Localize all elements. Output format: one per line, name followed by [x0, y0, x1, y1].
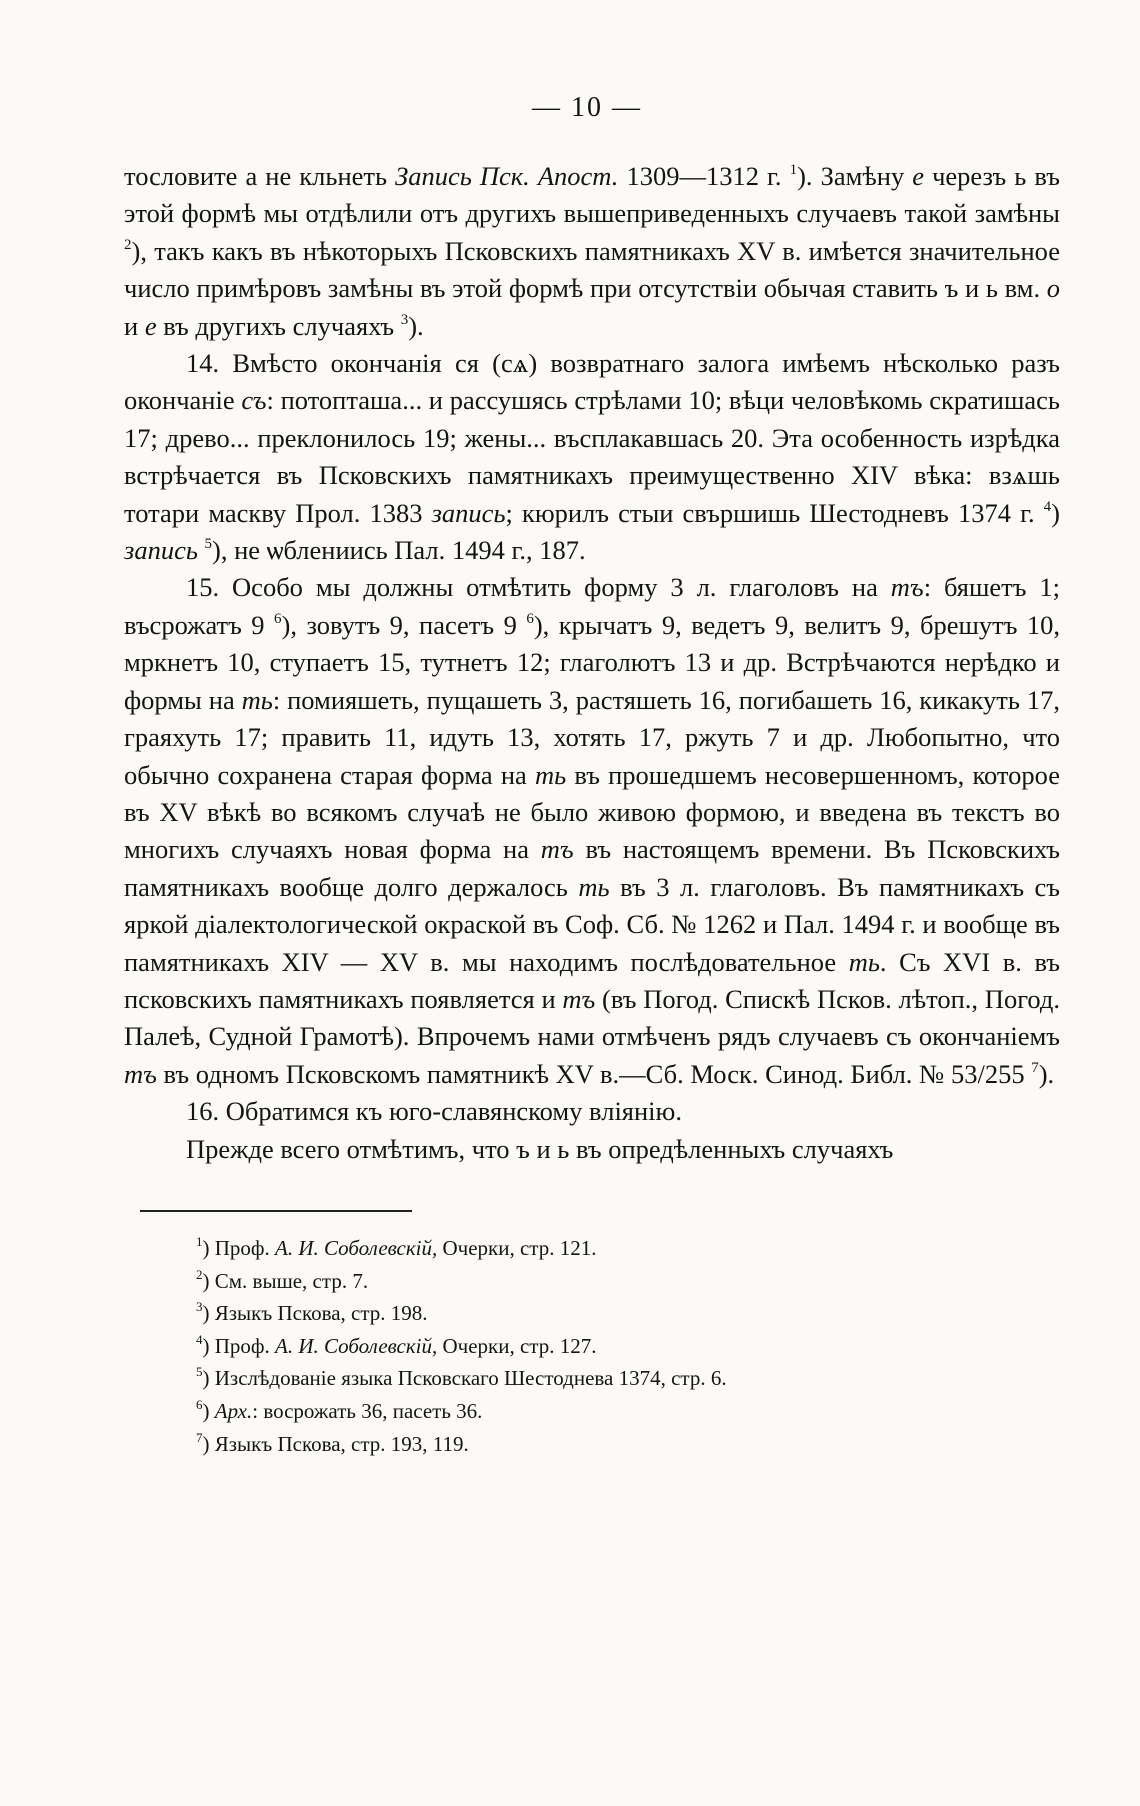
text-run: въ прошедшемъ несовершенномъ, которое въ XV вѣкѣ во всякомъ случаѣ не было живою формою, и введена въ текстъ во многихъ случаяхъ новая форма на	[124, 759, 1060, 865]
footnote-ref: 2	[124, 236, 132, 253]
paragraph	[124, 1131, 1060, 1168]
text-run: 16. Обратимся къ юго-славянскому вліянію.	[186, 1096, 682, 1127]
italic-text: тъ	[540, 834, 574, 865]
italic-text: е	[912, 161, 925, 191]
italic-text: тъ	[562, 983, 596, 1014]
text-run: 1309—1312 г.	[618, 161, 790, 191]
text-run: Проф.	[214, 1235, 276, 1260]
text-run: Прежде всего отмѣтимъ, что ъ и ь въ опредѣленныхъ случаяхъ	[186, 1133, 894, 1164]
text-run: Проф.	[214, 1333, 276, 1358]
footnote-ref: 1	[789, 162, 798, 178]
text-run: ), крычатъ 9, ведетъ 9, велитъ 9, брешутъ 10, мркнетъ 10, ступаетъ 15, тутнетъ 12; глаголютъ 13 и др. Встрѣчаются нерѣдко и формы на	[124, 609, 1061, 715]
footnote-ref: 6	[274, 610, 282, 627]
text-run: ), такъ какъ въ нѣкоторыхъ Псковскихъ памятникахъ XV в. имѣется значительное число примѣровъ замѣны въ этой формѣ при отсутствіи обычая ставить ъ и ь вм.	[124, 235, 1060, 304]
text-run: ), зовутъ 9, пасетъ 9	[281, 609, 527, 640]
footnote	[196, 1428, 1060, 1461]
body-text	[124, 158, 1060, 1168]
footnote-mark-paren: )	[202, 1235, 215, 1260]
text-run: ).	[408, 310, 424, 341]
footnote-mark-paren: )	[202, 1366, 215, 1391]
footnote-ref: 6	[526, 610, 534, 627]
italic-text: запись	[431, 497, 506, 528]
text-run	[198, 535, 205, 565]
italic-text: А. И. Соболевскій,	[275, 1235, 438, 1260]
footnote-mark: 7	[196, 1429, 203, 1445]
footnote-divider	[140, 1210, 412, 1212]
footnote-mark-paren: )	[202, 1268, 215, 1293]
text-run: : потопташа... и рассушясь стрѣлами 10; вѣци человѣкомь скратишась 17; древо... преклонилось 19; жены... въсплакавшась 20. Эта особенность изрѣдка встрѣчается въ Псковскихъ памятникахъ преимущественно XIV вѣка: взѧшь тотари маскву Прол. 1383	[124, 385, 1060, 528]
footnote	[196, 1232, 1060, 1265]
text-run: Очерки, стр. 121.	[437, 1235, 597, 1260]
text-run: : восрожать 36, пасеть 36.	[252, 1398, 483, 1423]
paragraph	[124, 1093, 1060, 1130]
italic-text: о	[1046, 273, 1060, 304]
footnote-mark-paren: )	[202, 1431, 215, 1456]
text-run: ), не ѡблениись Пал. 1494 г., 187.	[212, 535, 586, 566]
footnote-mark: 2	[196, 1266, 203, 1282]
footnote-ref: 4	[1043, 498, 1052, 515]
footnote-ref: 5	[204, 536, 213, 553]
italic-text: ть	[578, 871, 610, 902]
text-run: )	[1051, 497, 1060, 528]
footnote-mark-paren: )	[202, 1333, 215, 1358]
paragraph	[124, 569, 1060, 1093]
footnote	[196, 1265, 1060, 1298]
text-run: : бяшетъ 1; въсрожатъ 9	[124, 572, 1060, 640]
footnote-mark: 5	[196, 1364, 203, 1380]
text-run: тословите а не кльнеть	[124, 161, 396, 191]
italic-text: А. И. Соболевскій,	[275, 1333, 438, 1358]
text-run: ; кюрилъ стыи свършишь Шестодневъ 1374 г.	[505, 497, 1044, 528]
footnote-mark-paren: )	[202, 1398, 215, 1423]
text-run: въ 3 л. глаголовъ. Въ памятникахъ съ яркой діалектологической окраской въ Соф. Сб. № 1262 и Пал. 1494 г. и вообще въ памятникахъ XIV — XV в. мы находимъ послѣдовательное	[124, 871, 1060, 977]
italic-text: тъ	[124, 1058, 157, 1089]
text-run: Языкъ Пскова, стр. 193, 119.	[214, 1431, 469, 1456]
italic-text: запись	[124, 535, 198, 566]
text-run: 15. Особо мы должны отмѣтить форму 3 л. глаголовъ на	[186, 572, 891, 603]
footnote-mark: 4	[196, 1331, 203, 1347]
text-run: черезъ ь въ этой формѣ мы отдѣлили отъ другихъ вышеприведенныхъ случаевъ такой замѣны	[124, 161, 1060, 229]
text-run: въ другихъ случаяхъ	[156, 310, 401, 341]
footnote-mark: 6	[196, 1396, 203, 1412]
text-run: ). Замѣну	[797, 161, 913, 191]
text-run: въ одномъ Псковскомъ памятникѣ XV в.—Сб. Моск. Синод. Библ. № 53/255	[156, 1058, 1032, 1089]
italic-text: ть	[241, 684, 273, 715]
footnote-mark: 1	[196, 1233, 203, 1249]
italic-text: ть	[848, 946, 880, 977]
italic-text: съ	[241, 385, 267, 416]
text-run: въ настоящемъ времени. Въ Псковскихъ памятникахъ вообще долго держалось	[124, 834, 1060, 902]
text-run: и	[124, 310, 145, 341]
paragraph-continuation	[124, 158, 1060, 345]
italic-text: Арх.	[214, 1398, 253, 1423]
footnote	[196, 1395, 1060, 1428]
italic-text: Запись Пск. Апост.	[395, 161, 619, 191]
text-run: Языкъ Пскова, стр. 198.	[214, 1301, 428, 1326]
footnotes	[124, 1232, 1060, 1460]
page-number: — 10 —	[532, 92, 642, 123]
footnote-ref: 3	[400, 311, 409, 328]
footnote-ref: 7	[1031, 1059, 1039, 1076]
text-run: : помияшеть, пущашеть 3, растяшеть 16, погибашеть 16, кикакуть 17, граяхуть 17; править 11, идуть 13, хотять 17, ржуть 7 и др. Любопытно, что обычно сохранена старая форма на	[124, 684, 1060, 790]
italic-text: ть	[534, 759, 567, 790]
footnote	[196, 1362, 1060, 1395]
text-run: 14. Вмѣсто окончанія ся (сѧ) возвратнаго залога имѣемъ нѣсколько разъ окончаніе	[124, 348, 1060, 416]
footnote	[196, 1330, 1060, 1363]
italic-text: е	[144, 310, 157, 341]
text-run: ).	[1038, 1058, 1055, 1089]
paragraph	[124, 345, 1060, 569]
italic-text: тъ	[890, 572, 924, 603]
text-run: Изслѣдованіе языка Псковскаго Шестоднева 1374, стр. 6.	[214, 1366, 727, 1391]
text-run: Очерки, стр. 127.	[437, 1333, 597, 1358]
text-run: . Съ XVI в. въ псковскихъ памятникахъ появляется и	[124, 946, 1060, 1014]
footnote	[196, 1297, 1060, 1330]
text-run: См. выше, стр. 7.	[214, 1268, 369, 1293]
text-run: (въ Погод. Спискѣ Псков. лѣтоп., Погод. Палеѣ, Судной Грамотѣ). Впрочемъ нами отмѣченъ рядъ случаевъ съ окончаніемъ	[124, 983, 1061, 1052]
footnote-mark: 3	[196, 1299, 203, 1315]
footnote-mark-paren: )	[202, 1301, 215, 1326]
